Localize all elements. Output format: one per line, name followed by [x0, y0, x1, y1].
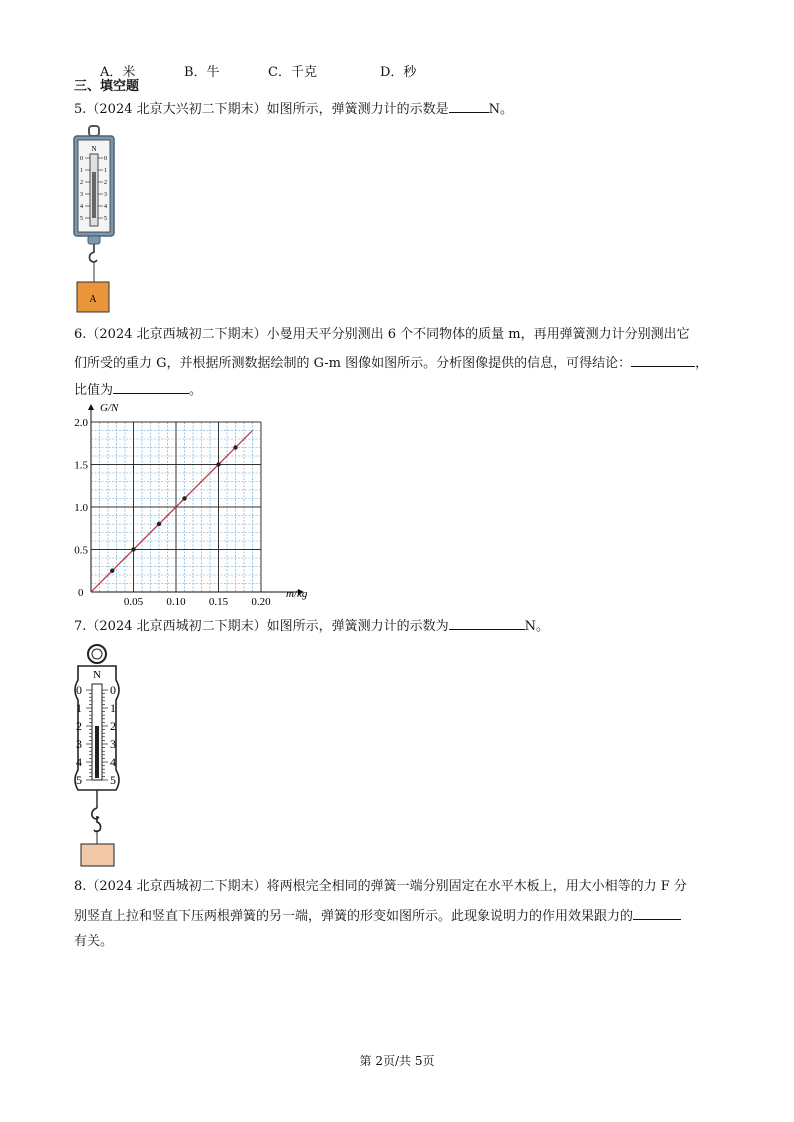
- q5-scale-unit: N: [91, 145, 97, 153]
- question-6-line1: 6.（2024 北京西城初二下期末）小曼用天平分别测出 6 个不同物体的质量 m，再用弹簧测力计分别测出它: [74, 327, 690, 342]
- question-8-line3: 有关。: [74, 934, 114, 949]
- q7-left-tick-3: 3: [76, 737, 82, 751]
- weight-block: [81, 844, 114, 866]
- question-5: [74, 99, 513, 119]
- x-tick-label: 0.15: [208, 596, 229, 608]
- fit-line: [91, 431, 253, 593]
- question-8-line1: 8.（2024 北京西城初二下期末）将两根完全相同的弹簧一端分别固定在水平木板上，用大小相等的力 F 分: [74, 879, 687, 894]
- top-ring-icon: [88, 645, 106, 663]
- x-axis-label: m/kg: [286, 588, 308, 600]
- q7-right-tick-2: 2: [110, 719, 116, 733]
- page-footer: 第 2页/共 5页: [359, 1054, 435, 1068]
- q5-left-tick-5: 5: [80, 216, 83, 222]
- data-point: [182, 496, 186, 500]
- x-tick-label: 0.10: [166, 596, 186, 608]
- data-point: [233, 445, 237, 449]
- q7-scale-unit: N: [93, 669, 101, 681]
- q7-left-tick-5: 5: [76, 773, 82, 787]
- option-a: A．米: [100, 65, 136, 80]
- data-point: [216, 462, 220, 466]
- y-axis-arrow: [88, 404, 94, 410]
- q7-right-tick-4: 4: [110, 755, 116, 769]
- data-point: [131, 547, 135, 551]
- q7-text: 7.（2024 北京西城初二下期末）如图所示，弹簧测力计的示数为: [74, 619, 449, 634]
- q7-right-tick-3: 3: [110, 737, 116, 751]
- hook-icon: [92, 808, 101, 832]
- q6-line2-text: 们所受的重力 G，并根据所测数据绘制的 G-m 图像如图所示。分析图像提供的信息，可得结论：: [74, 356, 632, 371]
- q5-unit: N。: [488, 102, 514, 117]
- q6-line3-text: 比值为: [74, 383, 114, 398]
- question-6-line3: [74, 380, 202, 400]
- x-tick-label: 0.05: [123, 596, 144, 608]
- q5-weight-label: A: [89, 294, 97, 305]
- q5-left-tick-4: 4: [80, 204, 83, 210]
- option-d: D．秒: [380, 65, 417, 80]
- g-m-chart: [70, 398, 330, 613]
- y-axis-label: G/N: [100, 402, 119, 414]
- question-7: [74, 616, 549, 636]
- y-tick-label: 1.5: [74, 459, 88, 472]
- question-8-line2: [74, 906, 681, 926]
- q8-answer-blank: [633, 906, 681, 920]
- y-tick-label: 2.0: [74, 417, 88, 429]
- y-tick-label: 1.0: [74, 502, 88, 514]
- q5-left-tick-1: 1: [80, 168, 83, 174]
- q5-left-tick-2: 2: [80, 180, 83, 186]
- data-point: [157, 522, 161, 526]
- q6-line3-end: 。: [189, 383, 203, 398]
- g-m-line: [91, 431, 253, 593]
- y-tick-label: 0.5: [74, 544, 88, 557]
- q7-unit: N。: [524, 619, 550, 634]
- q7-left-tick-2: 2: [76, 719, 82, 733]
- q5-right-tick-2: 2: [104, 180, 107, 186]
- question-6-line2: [74, 353, 708, 373]
- q7-spring-scale-figure: [70, 640, 134, 870]
- q5-spring-scale-figure: [70, 124, 118, 316]
- q8-line2-text: 别竖直上拉和竖直下压两根弹簧的另一端，弹簧的形变如图所示。此现象说明力的作用效果跟力的: [74, 909, 634, 924]
- option-b: B．牛: [184, 65, 220, 80]
- q5-left-tick-3: 3: [80, 192, 83, 198]
- q7-right-tick-5: 5: [110, 773, 116, 787]
- section-title: 三、填空题: [74, 79, 140, 94]
- data-point: [110, 569, 114, 573]
- q5-right-tick-1: 1: [104, 168, 107, 174]
- q7-left-tick-1: 1: [76, 701, 82, 715]
- q7-left-tick-0: 0: [76, 683, 82, 697]
- q5-right-tick-5: 5: [104, 216, 107, 222]
- q5-right-tick-0: 0: [104, 156, 107, 162]
- option-c: C．千克: [268, 65, 317, 80]
- q6-conclusion-blank: [631, 353, 695, 367]
- q7-right-tick-0: 0: [110, 683, 116, 697]
- x-tick-label: 0.20: [251, 596, 271, 608]
- q7-answer-blank: [449, 616, 525, 630]
- q5-answer-blank: [449, 99, 489, 113]
- q6-ratio-blank: [113, 380, 189, 394]
- q7-left-tick-4: 4: [76, 755, 82, 769]
- q5-left-tick-0: 0: [80, 156, 83, 162]
- q5-text: 5.（2024 北京大兴初二下期末）如图所示，弹簧测力计的示数是: [74, 102, 449, 117]
- origin-label: 0: [78, 587, 84, 599]
- q7-right-tick-1: 1: [110, 701, 116, 715]
- q6-line2-end: ，: [695, 356, 709, 371]
- q5-right-tick-4: 4: [104, 204, 107, 210]
- q5-right-tick-3: 3: [104, 192, 107, 198]
